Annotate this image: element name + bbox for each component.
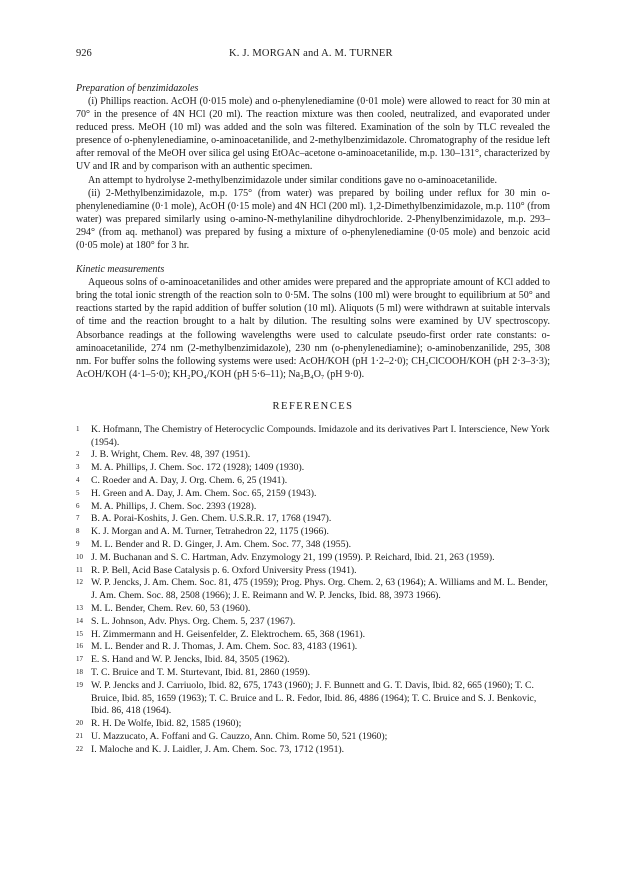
paragraph: Aqueous solns of o-aminoacetanilides and other amides were prepared and the appropriate amount of KCl added to bring the total ionic strength of the reaction soln to 0·5M. The solns (100 ml) were brought to equilibrium at 50° and reactions started by the rapid addition of buffer solution (10 ml). Aliquots (5 ml) were withdrawn at suitable intervals of time and the reaction brought to a halt by dilution. The resulting solns were examined by UV spectroscopy. Absorbance readings at the following wavelengths were used to calculate pseudo-first order rate constants: o-aminoacetanilide, 274 nm (2-methylbenzimidazole), 230 nm (o-phenylenediamine); o-aminobenzanilide, 295, 308 nm. For buffer solns the following systems were used: AcOH/KOH (pH 1·2–2·0); CH₂ClCOOH/KOH (pH 2·3–3·3); AcOH/KOH (4·1–5·0); KH₂PO₄/KOH (pH 5·6–11); Na₂B₄O₇ (pH 9·0). (76, 277, 550, 380)
reference-text: J. M. Buchanan and S. C. Hartman, Adv. Enzymology 21, 199 (1959). P. Reichard, Ibid. 21, 263 (1959). (91, 551, 495, 563)
reference-text: W. P. Jencks, J. Am. Chem. Soc. 81, 475 (1959); Prog. Phys. Org. Chem. 2, 63 (1964); A. Williams and M. L. Bender, J. Am. Chem. Soc. 88, 2508 (1966); J. E. Reimann and W. P. Jencks, Ibid. 88, 3973 1966). (91, 577, 548, 602)
reference-text: U. Mazzucato, A. Foffani and G. Cauzzo, Ann. Chim. Rome 50, 521 (1960); (91, 731, 388, 742)
reference-number: 12 (76, 578, 83, 587)
references-heading: REFERENCES (272, 400, 354, 412)
reference-number: 5 (76, 488, 80, 497)
reference-number: 15 (76, 629, 83, 638)
reference-text: W. P. Jencks and J. Carriuolo, Ibid. 82, 675, 1743 (1960); J. F. Bunnett and G. T. Davis, Ibid. 82, 665 (1960); T. C. Bruice, Ibid. 85, 1659 (1963); T. C. Bruice and L. R. Fedor, Ibid. 86, 4886 (1964); T. C. Bruice and S. J. Benkovic, Ibid. 86, 418 (1964). (91, 679, 537, 717)
reference-item (76, 513, 550, 526)
reference-number: 10 (76, 552, 83, 561)
reference-item (76, 616, 550, 629)
section-kinetic (76, 264, 550, 381)
reference-item (76, 475, 550, 488)
reference-number: 4 (76, 476, 80, 485)
reference-text: R. P. Bell, Acid Base Catalysis p. 6. Oxford University Press (1941). (91, 564, 357, 576)
paragraph: (ii) 2-Methylbenzimidazole, m.p. 175° (from water) was prepared by boiling under reflux for 30 min o-phenylenediamine (0·1 mole), AcOH (0·15 mole) and 4N HCl (200 ml). 1,2-Dimethylbenzimidazole, m.p. 110° (from water) was prepared similarly using o-amino-N-methylaniline dihydrochloride. 2-Phenylbenzimidazole, m.p. 293–294° (from aq. methanol) was prepared by fusing a mixture of o-phenylenediamine (0·05 mole) and benzoic acid (0·05 mole) at 180° for 3 hr. (76, 187, 550, 252)
section-title: Preparation of benzimidazoles (76, 83, 199, 94)
reference-number: 2 (76, 450, 80, 459)
paragraph: (i) Phillips reaction. AcOH (0·015 mole) and o-phenylenediamine (0·01 mole) were allowed to react for 30 min at 70° in the presence of 4N HCl (20 ml). The reaction mixture was then cooled, neutralized, and evaporated under reduced press. MeOH (10 ml) was added and the soln was filtered. Examination of the soln by TLC revealed the presence of o-phenylenediamine, o-aminoacetanilide, and 2-methylbenzimidazole. Chromatography of the residue left after removal of the MeOH over silica gel using EtOAc–acetone o-aminoacetanilide, m.p. 130–131°, characterized by UV and IR and by comparison with an authentic specimen. (76, 96, 550, 173)
reference-item (76, 654, 550, 667)
reference-text: M. A. Phillips, J. Chem. Soc. 172 (1928); 1409 (1930). (91, 462, 305, 474)
reference-item (76, 462, 550, 475)
reference-item (76, 680, 550, 718)
reference-text: I. Maloche and K. J. Laidler, J. Am. Chem. Soc. 73, 1712 (1951). (91, 743, 345, 755)
reference-text: M. L. Bender and R. D. Ginger, J. Am. Chem. Soc. 77, 348 (1955). (91, 539, 352, 551)
reference-item (76, 552, 550, 565)
section-title: Kinetic measurements (76, 264, 165, 276)
reference-text: M. L. Bender, Chem. Rev. 60, 53 (1960). (91, 603, 251, 615)
reference-text: K. Hofmann, The Chemistry of Heterocyclic Compounds. Imidazole and its derivatives Part I. Interscience, New York (1954). (91, 423, 550, 448)
reference-item (76, 501, 550, 514)
reference-list (76, 424, 550, 757)
reference-item (76, 488, 550, 501)
paper-page (76, 48, 550, 757)
reference-item (76, 641, 550, 654)
reference-item (76, 629, 550, 642)
reference-number: 11 (76, 565, 83, 574)
page-number: 926 (76, 48, 92, 59)
reference-number: 19 (76, 680, 83, 689)
reference-number: 13 (76, 604, 83, 613)
reference-item (76, 449, 550, 462)
reference-number: 18 (76, 668, 83, 677)
reference-text: R. H. De Wolfe, Ibid. 82, 1585 (1960); (91, 718, 242, 730)
reference-number: 17 (76, 655, 83, 664)
reference-text: M. A. Phillips, J. Chem. Soc. 2393 (1928). (91, 500, 257, 512)
paragraph: An attempt to hydrolyse 2-methylbenzimidazole under similar conditions gave no o-aminoacetanilide. (88, 174, 498, 186)
reference-number: 1 (76, 424, 80, 433)
running-authors: K. J. MORGAN and A. M. TURNER (229, 48, 393, 59)
running-header (76, 48, 550, 59)
reference-number: 3 (76, 463, 80, 472)
reference-item (76, 718, 550, 731)
reference-item (76, 424, 550, 450)
reference-text: M. L. Bender and R. J. Thomas, J. Am. Chem. Soc. 83, 4183 (1961). (91, 641, 358, 653)
reference-text: J. B. Wright, Chem. Rev. 48, 397 (1951). (91, 449, 251, 461)
reference-item (76, 526, 550, 539)
reference-number: 7 (76, 514, 80, 523)
reference-number: 22 (76, 744, 83, 753)
reference-number: 6 (76, 501, 80, 510)
reference-item (76, 731, 550, 744)
reference-text: H. Zimmermann and H. Geisenfelder, Z. Elektrochem. 65, 368 (1961). (91, 628, 366, 640)
reference-item (76, 744, 550, 757)
reference-text: K. J. Morgan and A. M. Turner, Tetrahedron 22, 1175 (1966). (91, 526, 329, 538)
reference-text: S. L. Johnson, Adv. Phys. Org. Chem. 5, 237 (1967). (91, 615, 296, 627)
reference-number: 14 (76, 616, 83, 625)
reference-text: T. C. Bruice and T. M. Sturtevant, Ibid. 81, 2860 (1959). (91, 667, 311, 679)
reference-item (76, 577, 550, 603)
reference-item (76, 539, 550, 552)
reference-number: 9 (76, 540, 80, 549)
reference-item (76, 565, 550, 578)
reference-text: H. Green and A. Day, J. Am. Chem. Soc. 65, 2159 (1943). (91, 487, 317, 499)
reference-item (76, 667, 550, 680)
reference-number: 20 (76, 719, 83, 728)
reference-text: C. Roeder and A. Day, J. Org. Chem. 6, 25 (1941). (91, 475, 288, 487)
reference-text: B. A. Porai-Koshits, J. Gen. Chem. U.S.R.R. 17, 1768 (1947). (91, 513, 332, 525)
reference-number: 8 (76, 527, 80, 536)
reference-item (76, 603, 550, 616)
section-preparation (76, 83, 550, 252)
reference-text: E. S. Hand and W. P. Jencks, Ibid. 84, 3505 (1962). (91, 654, 290, 666)
reference-number: 16 (76, 642, 83, 651)
reference-number: 21 (76, 732, 83, 740)
